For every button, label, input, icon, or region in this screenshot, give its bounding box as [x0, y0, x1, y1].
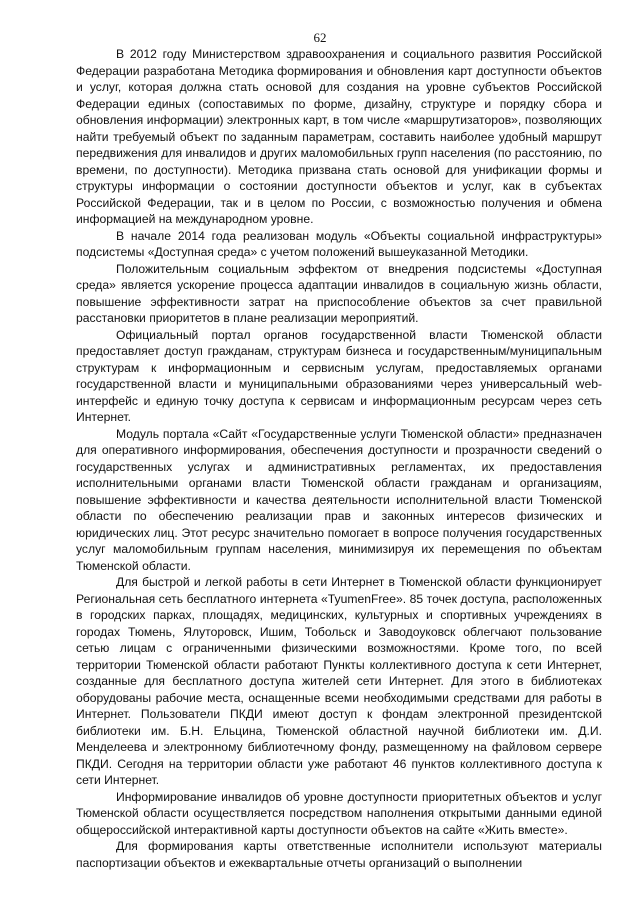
page-number: 62	[313, 30, 327, 45]
paragraph-gosuslugi-module: Модуль портала «Сайт «Государственные услуги Тюменской области» предназначен для оперативного информирования, обеспечения доступности и прозрачности сведений о государственных услугах и административных регламентах, их предоставления исполнительными органами власти Тюменской области гражданам и организациям, повышение эффективности и качества деятельности исполнительной власти Тюменской области по обеспечению реализации прав и законных интересов физических и юридических лиц. Этот ресурс значительно помогает в вопросе получения государственных услуг маломобильным группам населения, минимизируя их перемещения по объектам Тюменской области.	[76, 426, 602, 573]
paragraph-map-formation: Для формирования карты ответственные исполнители используют материалы паспортизации объектов и ежеквартальные отчеты организаций о выполнении	[76, 839, 602, 870]
paragraph-official-portal: Официальный портал органов государственной власти Тюменской области предоставляет доступ гражданам, структурам бизнеса и государственным/муниципальным структурам к информационным и сервисным услугам, предоставляемых органами государственной власти и муниципальными образованиями через универсальный web-интерфейс и единую точку доступа к сервисам и информационным ресурсам через сеть Интернет.	[76, 327, 602, 424]
paragraph-social-effect: Положительным социальным эффектом от внедрения подсистемы «Доступная среда» является ускорение процесса адаптации инвалидов в социальную жизнь области, повышение эффективности затрат на приспособление объектов за счет правильной расстановки приоритетов в плане реализации мероприятий.	[76, 261, 602, 325]
paragraph-methodology-2012: В 2012 году Министерством здравоохранения и социального развития Российской Федерации разработана Методика формирования и обновления карт доступности объектов и услуг, которая должна стать основой для создания на уровне субъектов Российской Федерации единых (сопоставимых по форме, дизайну, структуре и порядку сбора и обновления информации) электронных карт, в том числе «маршрутизаторов», позволяющих найти требуемый объект по заданным параметрам, составить наиболее удобный маршрут передвижения для инвалидов и других маломобильных групп населения (по расстоянию, по времени, по доступности). Методика призвана стать основой для унификации формы и структуры информации о состоянии доступности объектов и услуг, как в субъектах Российской Федерации, так и в целом по России, с возможностью получения и обмена информацией на международном уровне.	[76, 47, 602, 226]
paragraph-tyumenfree: Для быстрой и легкой работы в сети Интернет в Тюменской области функционирует Региональная сеть бесплатного интернета «TyumenFree». 85 точек доступа, расположенных в городских парках, площадях, медицинских, культурных и спортивных учреждениях в городах Тюмень, Ялуторовск, Ишим, Тобольск и Заводоуковск облегчают пользование сетью лицам с ограниченными физическими возможностями. Кроме того, по всей территории Тюменской области работают Пункты коллективного доступа к сети Интернет, созданные для бесплатного доступа жителей сети Интернет. Для этого в библиотеках оборудованы рабочие места, оснащенные всеми необходимыми средствами для работы в Интернет. Пользователи ПКДИ имеют доступ к фондам электронной президентской библиотеки им. Б.Н. Ельцина, Тюменской областной научной библиотеки им. Д.И. Менделеева и электронному библиотечному фонду, размещенному на файловом сервере ПКДИ. Сегодня на территории области уже работают 46 пунктов коллективного доступа к сети Интернет.	[76, 575, 602, 787]
paragraph-zhit-vmeste: Информирование инвалидов об уровне доступности приоритетных объектов и услуг Тюменской области осуществляется посредством наполнения открытыми данными единой общероссийской интерактивной карты доступности объектов на сайте «Жить вместе».	[76, 789, 602, 837]
paragraph-module-2014: В начале 2014 года реализован модуль «Объекты социальной инфраструктуры» подсистемы «Доступная среда» с учетом положений вышеуказанной Методики.	[76, 228, 602, 259]
document-body	[76, 46, 602, 871]
